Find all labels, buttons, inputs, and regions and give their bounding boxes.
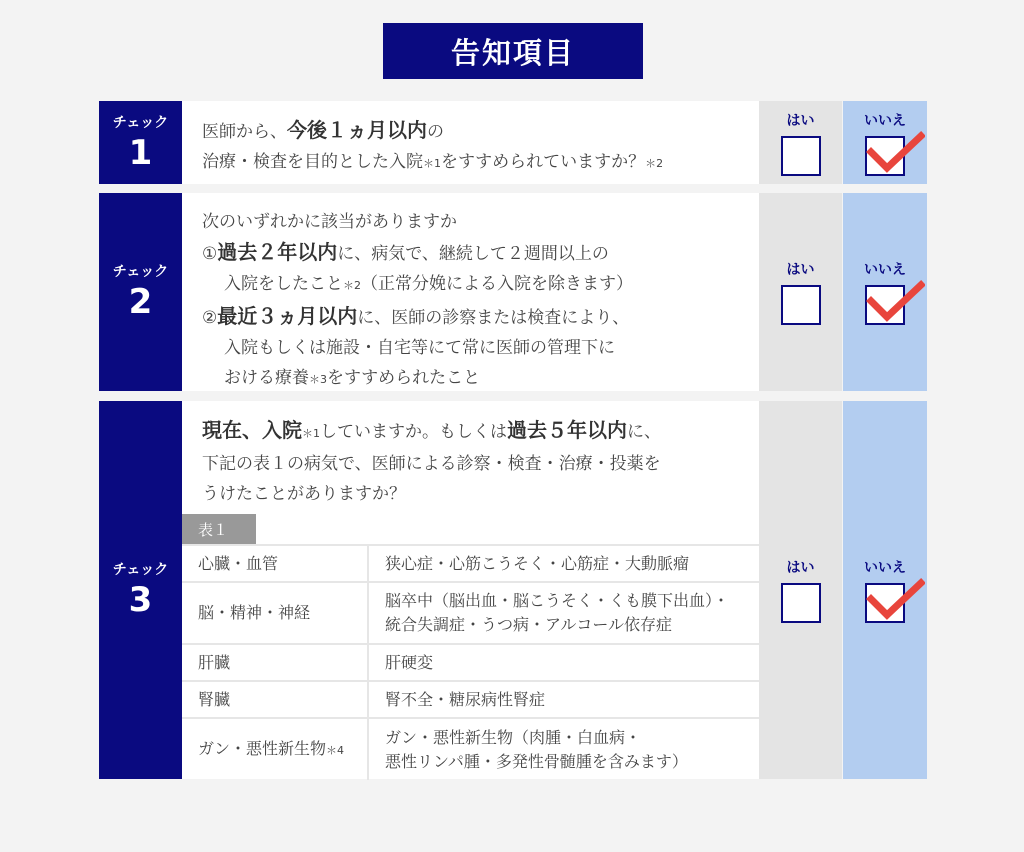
text: に、 — [627, 422, 661, 442]
disease-line: 脳卒中（脳出血・脳こうそく・くも膜下出血）・ — [385, 591, 730, 610]
table-category: 肝臓 — [182, 644, 368, 681]
checkmark-icon — [865, 122, 925, 182]
yes-checkbox[interactable] — [781, 136, 821, 176]
text: 入院をしたこと — [224, 274, 343, 294]
table-row — [182, 681, 759, 718]
table-row — [182, 545, 759, 582]
text: 治療・検査を目的とした入院 — [202, 152, 423, 172]
table-diseases — [368, 644, 759, 681]
yes-label: はい — [786, 560, 815, 576]
table-category: 脳・精神・神経 — [182, 582, 368, 644]
check-label-text: チェック — [112, 114, 169, 131]
page-title: 告知項目 — [383, 23, 643, 79]
table-category: 腎臓 — [182, 681, 368, 718]
checkmark-icon — [865, 271, 925, 331]
check-label-text: チェック — [112, 264, 169, 280]
check-label-3 — [99, 401, 182, 779]
no-checkbox[interactable] — [865, 583, 905, 623]
yes-column — [759, 101, 842, 184]
check-number: 1 — [128, 132, 153, 173]
footnote-mark: ＊1 — [423, 157, 441, 170]
table-label: 表１ — [182, 514, 256, 544]
no-column — [843, 193, 927, 391]
footnote-mark: ＊1 — [302, 427, 320, 440]
emphasis-text: 過去２年以内 — [217, 240, 338, 264]
no-column — [843, 101, 927, 184]
footnote-mark: ＊4 — [326, 743, 345, 757]
text: をすすめられていますか？ — [441, 152, 646, 172]
footnote-mark: ＊2 — [343, 279, 361, 292]
text: の — [427, 122, 444, 142]
table-row — [182, 718, 759, 780]
footnote-mark: ＊2 — [645, 157, 664, 170]
question-line: 下記の表１の病気で、医師による診察・検査・治療・投薬を — [202, 454, 661, 474]
check-label-text: チェック — [112, 562, 169, 578]
yes-column — [759, 193, 842, 391]
check-question-1 — [182, 101, 759, 184]
table-diseases — [368, 681, 759, 718]
disease-line: 統合失調症・うつ病・アルコール依存症 — [385, 615, 673, 634]
check-label-2 — [99, 193, 182, 391]
question-line — [202, 415, 759, 449]
question-line — [202, 237, 759, 269]
text: をすすめられたこと — [327, 368, 481, 388]
yes-checkbox[interactable] — [781, 583, 821, 623]
table-category — [182, 718, 368, 780]
text: 医師から、 — [202, 122, 287, 142]
table-diseases — [368, 582, 759, 644]
no-label: いいえ — [864, 112, 906, 129]
emphasis-text: 過去５年以内 — [507, 418, 627, 442]
text: おける療養 — [224, 368, 309, 388]
check-question-3 — [182, 401, 759, 779]
checkmark-icon — [865, 569, 925, 629]
question-line — [202, 147, 759, 179]
check-question-2 — [182, 193, 759, 391]
no-label: いいえ — [864, 262, 906, 278]
question-line: うけたことがありますか？ — [202, 484, 406, 504]
yes-column — [759, 401, 842, 779]
table-row — [182, 582, 759, 644]
disease-line: 悪性リンパ腫・多発性骨髄腫を含みます） — [385, 751, 688, 771]
question-line — [202, 115, 759, 147]
no-column — [843, 401, 927, 779]
item-mark: ① — [202, 244, 218, 264]
footnote-mark: ＊3 — [309, 373, 327, 386]
check-number: 3 — [128, 580, 153, 620]
check-label-1 — [99, 101, 182, 184]
disease-line: 狭心症・心筋こうそく・心筋症・大動脈瘤 — [385, 553, 690, 573]
question-line: 次のいずれかに該当がありますか — [202, 212, 457, 232]
text: （正常分娩による入院を除きます） — [361, 274, 633, 294]
table-diseases — [368, 545, 759, 582]
item-mark: ② — [202, 308, 218, 328]
no-checkbox[interactable] — [865, 285, 905, 325]
check-row-1 — [99, 101, 927, 184]
no-label: いいえ — [864, 560, 906, 576]
table-row — [182, 644, 759, 681]
disease-line: 肝硬変 — [385, 652, 434, 672]
category-text: ガン・悪性新生物 — [198, 738, 327, 758]
disease-line: 腎不全・糖尿病性腎症 — [385, 689, 546, 709]
yes-checkbox[interactable] — [781, 285, 821, 325]
no-checkbox[interactable] — [865, 136, 905, 176]
text: に、医師の診察または検査により、 — [357, 308, 630, 328]
emphasis-text: 現在、入院 — [202, 418, 302, 442]
check-row-3 — [99, 401, 927, 779]
question-line — [202, 363, 759, 395]
check-row-2 — [99, 193, 927, 391]
table-category: 心臓・血管 — [182, 545, 368, 582]
emphasis-text: 今後１ヵ月以内 — [287, 118, 427, 142]
text: に、病気で、継続して２週間以上の — [337, 244, 609, 264]
question-line: 入院もしくは施設・自宅等にて常に医師の管理下に — [224, 338, 615, 358]
yes-label: はい — [786, 262, 815, 278]
check-number: 2 — [128, 282, 153, 322]
text: していますか。もしくは — [320, 422, 507, 442]
disease-line: ガン・悪性新生物（肉腫・白血病・ — [385, 727, 642, 747]
question-line — [202, 301, 759, 333]
yes-label: はい — [786, 112, 815, 129]
emphasis-text: 最近３ヵ月以内 — [217, 304, 358, 328]
question-line — [202, 269, 759, 301]
disease-table — [182, 544, 759, 780]
table-diseases — [368, 718, 759, 780]
